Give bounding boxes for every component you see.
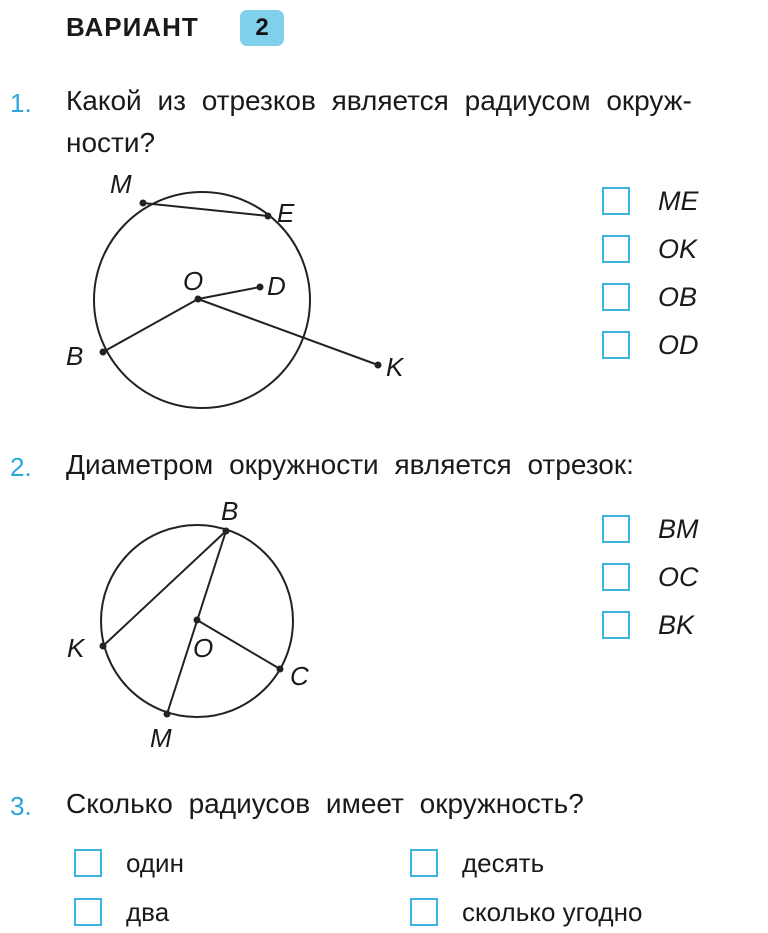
q1-option-OK[interactable] bbox=[602, 225, 699, 273]
q1-point-D bbox=[257, 284, 264, 291]
question-2-text: Диаметром окружности является отрезок: bbox=[66, 449, 634, 480]
q3-option-label: десять bbox=[462, 847, 545, 878]
q1-label-D: D bbox=[267, 271, 286, 301]
checkbox[interactable] bbox=[602, 235, 630, 263]
q3-option-one[interactable] bbox=[74, 847, 184, 879]
q2-label-K: K bbox=[67, 633, 85, 663]
q1-option-ME[interactable] bbox=[602, 177, 699, 225]
question-2-options bbox=[602, 505, 699, 649]
q2-label-M: M bbox=[150, 723, 172, 753]
q1-segment-OK bbox=[198, 299, 378, 365]
q2-point-B bbox=[223, 528, 230, 535]
q3-option-two[interactable] bbox=[74, 896, 169, 928]
q1-option-label: OB bbox=[658, 281, 698, 312]
q1-segment-ME bbox=[143, 203, 268, 216]
q3-option-label: два bbox=[126, 896, 170, 927]
question-1-text-line2: ности? bbox=[66, 127, 156, 158]
q1-label-B: B bbox=[66, 341, 84, 371]
q1-option-label: ME bbox=[658, 185, 699, 216]
q1-option-label: OD bbox=[658, 329, 699, 360]
q2-option-label: OC bbox=[658, 561, 699, 592]
q3-option-ten[interactable] bbox=[410, 847, 544, 879]
checkbox[interactable] bbox=[410, 849, 438, 877]
q1-segment-OD bbox=[198, 287, 260, 299]
q1-label-O: O bbox=[183, 266, 204, 296]
question-3-text: Сколько радиусов имеет окружность? bbox=[66, 788, 584, 819]
checkbox[interactable] bbox=[602, 283, 630, 311]
checkbox[interactable] bbox=[74, 898, 102, 926]
q2-option-OC[interactable] bbox=[602, 553, 699, 601]
q1-label-K: K bbox=[386, 352, 404, 382]
question-3-number: 3. bbox=[10, 791, 32, 821]
q1-option-OB[interactable] bbox=[602, 273, 699, 321]
q2-point-O bbox=[194, 617, 201, 624]
checkbox[interactable] bbox=[410, 898, 438, 926]
checkbox[interactable] bbox=[74, 849, 102, 877]
q1-point-M bbox=[140, 200, 147, 207]
q3-option-any[interactable] bbox=[410, 896, 642, 928]
question-1-number: 1. bbox=[10, 88, 32, 118]
variant-number-badge: 2 bbox=[240, 10, 284, 46]
checkbox[interactable] bbox=[602, 187, 630, 215]
q2-point-M bbox=[164, 711, 171, 718]
q2-option-label: BK bbox=[658, 609, 695, 640]
q1-option-OD[interactable] bbox=[602, 321, 699, 369]
checkbox[interactable] bbox=[602, 515, 630, 543]
q1-point-E bbox=[265, 213, 272, 220]
q2-option-BM[interactable] bbox=[602, 505, 699, 553]
question-1-options bbox=[602, 177, 699, 369]
q2-label-C: C bbox=[290, 661, 309, 691]
q3-option-label: один bbox=[126, 847, 184, 878]
variant-title: ВАРИАНТ bbox=[66, 12, 199, 42]
q1-label-M: M bbox=[110, 169, 132, 199]
q2-label-B: B bbox=[221, 496, 239, 526]
checkbox[interactable] bbox=[602, 563, 630, 591]
question-1-text-line1: Какой из отрезков является радиусом окруж- bbox=[66, 85, 692, 116]
q1-point-O bbox=[195, 296, 202, 303]
q1-option-label: OK bbox=[658, 233, 698, 264]
q2-point-C bbox=[277, 666, 284, 673]
question-2-number: 2. bbox=[10, 452, 32, 482]
checkbox[interactable] bbox=[602, 611, 630, 639]
q1-segment-OB bbox=[103, 299, 198, 352]
q2-point-K bbox=[100, 643, 107, 650]
q1-label-E: E bbox=[277, 198, 295, 228]
q1-point-B bbox=[100, 349, 107, 356]
q1-point-K bbox=[375, 362, 382, 369]
q3-option-label: сколько угодно bbox=[462, 896, 643, 927]
checkbox[interactable] bbox=[602, 331, 630, 359]
q2-option-label: BM bbox=[658, 513, 699, 544]
q2-option-BK[interactable] bbox=[602, 601, 699, 649]
q2-label-O: O bbox=[193, 633, 214, 663]
